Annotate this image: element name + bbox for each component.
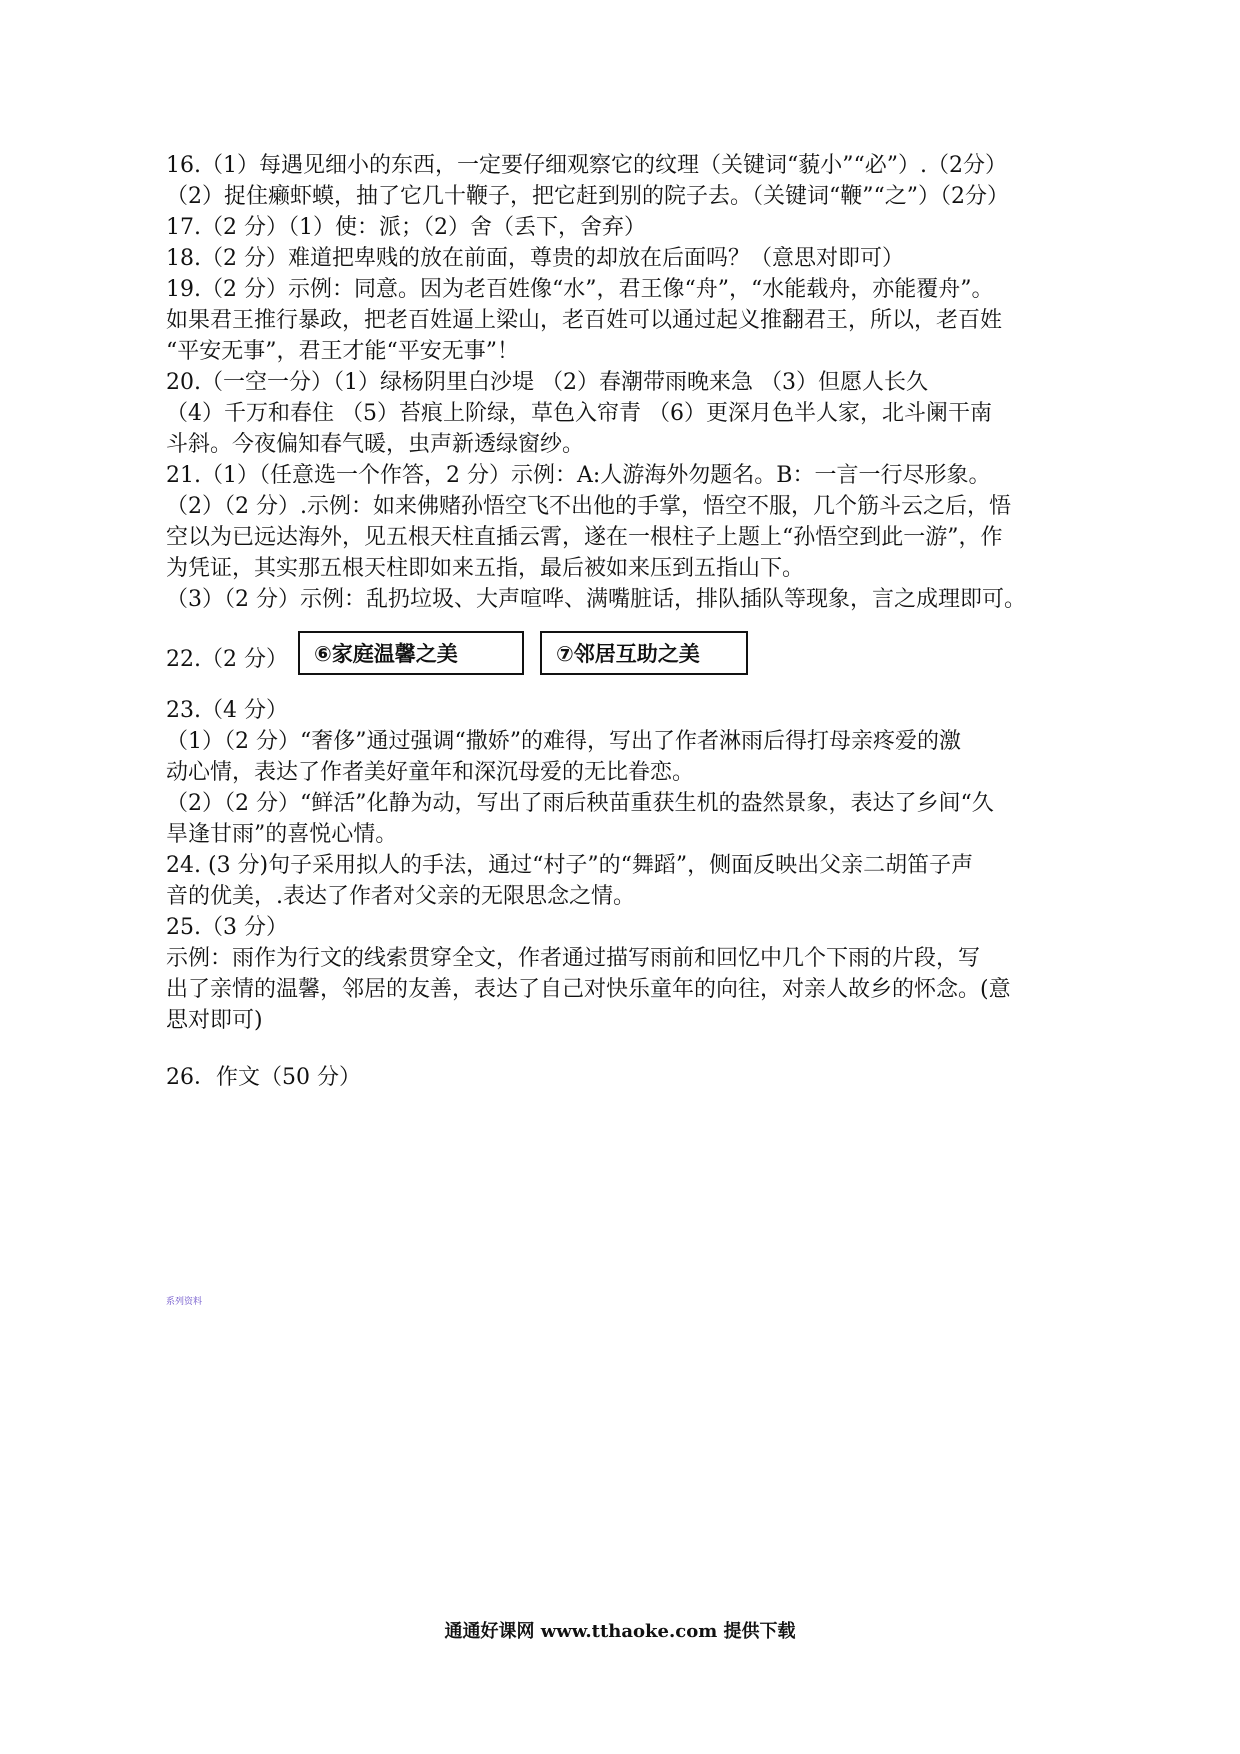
q18-line: 18.（2 分）难道把卑贱的放在前面，尊贵的却放在后面吗？（意思对即可） [166, 246, 904, 271]
q25-line-4: 思对即可) [166, 1008, 263, 1033]
q21-line-1: 21.（1）（任意选一个作答，2 分）示例：A:人游海外勿题名。B：一言一行尽形象。 [166, 463, 991, 488]
q16-line-1: 16.（1）每遇见细小的东西，一定要仔细观察它的纹理（关键词“藐小”“必”）.（2分） [166, 153, 1007, 178]
q23-line-3: 动心情，表达了作者美好童年和深沉母爱的无比眷恋。 [166, 760, 695, 785]
footer-download-note: 通通好课网 www.tthaoke.com 提供下载 [444, 1621, 796, 1642]
q22-answer-box-7-text: ⑦邻居互助之美 [556, 642, 700, 666]
answer-list [166, 150, 1116, 1093]
q22-row [166, 625, 1116, 681]
q20-line-2: （4）千万和春住 （5）苔痕上阶绿，草色入帘青 （6）更深月色半人家，北斗阑干南 [166, 401, 992, 426]
q22-label: 22.（2 分） [166, 646, 288, 672]
q25-line-2: 示例：雨作为行文的线索贯穿全文，作者通过描写雨前和回忆中几个下雨的片段，写 [166, 946, 981, 971]
q25-line-3: 出了亲情的温馨，邻居的友善，表达了自己对快乐童年的向往，对亲人故乡的怀念。(意 [166, 977, 1011, 1002]
q23-line-1: 23.（4 分） [166, 698, 288, 723]
q19-line-1: 19.（2 分）示例：同意。因为老百姓像“水”，君王像“舟”，“水能载舟，亦能覆舟”。 [166, 277, 994, 302]
q20-line-3: 斗斜。今夜偏知春气暖，虫声新透绿窗纱。 [166, 432, 585, 457]
q25-line-1: 25.（3 分） [166, 915, 288, 940]
q16-line-2: （2）捉住癞虾蟆，抽了它几十鞭子，把它赶到别的院子去。（关键词“鞭”“之”）（2分） [166, 184, 1009, 209]
q21-line-2: （2）（2 分）.示例：如来佛赌孙悟空飞不出他的手掌，悟空不服，几个筋斗云之后，悟 [166, 494, 1011, 519]
q17-line: 17.（2 分）（1）使：派；（2）舍（丢下，舍弃） [166, 215, 646, 240]
q23-line-2: （1）（2 分）“奢侈”通过强调“撒娇”的难得，写出了作者淋雨后得打母亲疼爱的激 [166, 729, 961, 754]
q19-line-2: 如果君王推行暴政，把老百姓逼上梁山，老百姓可以通过起义推翻君王，所以，老百姓 [166, 308, 1003, 333]
series-stamp: 系列资料 [166, 1297, 203, 1307]
q23-line-5: 旱逢甘雨”的喜悦心情。 [166, 822, 398, 847]
spacer [166, 1036, 1116, 1062]
q21-line-4: 为凭证，其实那五根天柱即如来五指，最后被如来压到五指山下。 [166, 556, 805, 581]
q22-answer-box-7 [540, 631, 748, 675]
q19-line-3: “平安无事”，君王才能“平安无事”！ [166, 339, 519, 364]
q21-line-5: （3）（2 分）示例：乱扔垃圾、大声喧哗、满嘴脏话，排队插队等现象，言之成理即可。 [166, 587, 1026, 612]
q26-line: 26．作文（50 分） [166, 1065, 361, 1090]
q24-line-1: 24. (3 分)句子采用拟人的手法，通过“村子”的“舞蹈”，侧面反映出父亲二胡笛子声 [166, 853, 974, 878]
q22-answer-box-6-text: ⑥家庭温馨之美 [314, 642, 458, 666]
q23-line-4: （2）（2 分）“鲜活”化静为动，写出了雨后秧苗重获生机的盎然景象，表达了乡间“久 [166, 791, 994, 816]
q21-line-3: 空以为已远达海外，见五根天柱直插云霄，遂在一根柱子上题上“孙悟空到此一游”，作 [166, 525, 1003, 550]
q22-answer-box-6 [298, 631, 524, 675]
q20-line-1: 20.（一空一分）（1）绿杨阴里白沙堤 （2）春潮带雨晚来急 （3）但愿人长久 [166, 370, 928, 395]
q24-line-2: 音的优美，.表达了作者对父亲的无限思念之情。 [166, 884, 635, 909]
